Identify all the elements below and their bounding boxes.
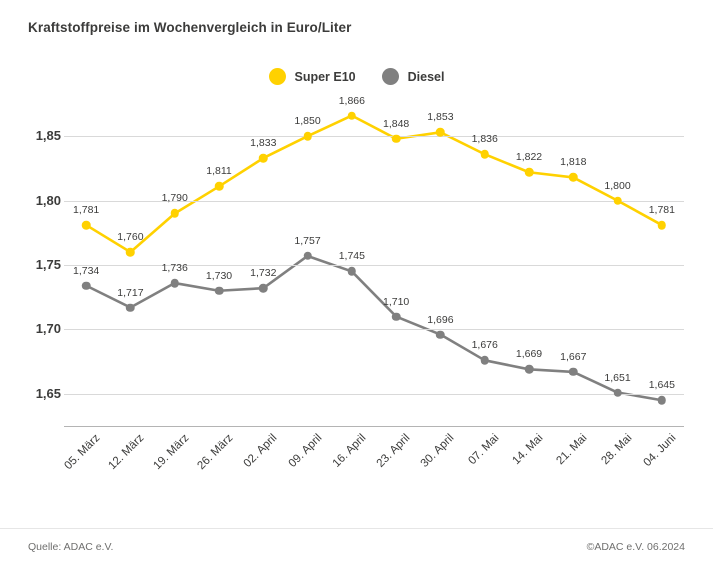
x-axis-tick-label: 05. März (62, 432, 103, 473)
data-point[interactable] (215, 182, 224, 191)
data-point[interactable] (480, 150, 489, 159)
x-axis-tick-label: 09. April (286, 432, 325, 470)
legend-label-super-e10: Super E10 (294, 69, 356, 84)
data-point[interactable] (436, 128, 445, 137)
data-point[interactable] (303, 132, 312, 141)
x-axis-tick-label: 14. Mai (510, 432, 546, 468)
data-point[interactable] (170, 279, 179, 288)
data-point[interactable] (126, 303, 135, 312)
data-point-label: 1,781 (648, 204, 675, 217)
data-point[interactable] (303, 252, 312, 261)
data-point-label: 1,836 (471, 133, 498, 146)
page-title: Kraftstoffpreise im Wochenvergleich in Euro/Liter (28, 20, 352, 35)
data-point[interactable] (436, 330, 445, 339)
x-axis-tick-label: 16. April (330, 432, 369, 470)
data-point-label: 1,781 (73, 204, 100, 217)
data-point[interactable] (658, 221, 667, 230)
plot-area (64, 94, 684, 426)
data-point-label: 1,818 (560, 156, 587, 169)
data-point-label: 1,800 (604, 179, 631, 192)
data-point[interactable] (392, 135, 401, 144)
data-point[interactable] (392, 312, 401, 321)
gridline (64, 394, 684, 395)
data-point-label: 1,848 (383, 117, 410, 130)
data-point-label: 1,736 (161, 262, 188, 275)
legend-entry-super-e10[interactable] (269, 68, 356, 85)
x-axis-tick-label: 07. Mai (466, 432, 502, 468)
legend-entry-diesel[interactable] (382, 68, 445, 85)
data-point-label: 1,696 (427, 313, 454, 326)
data-point[interactable] (348, 111, 357, 120)
footer-source: Quelle: ADAC e.V. (28, 541, 114, 553)
x-axis-tick-label: 19. März (151, 432, 192, 473)
data-point[interactable] (613, 196, 622, 205)
data-point-label: 1,669 (515, 348, 543, 361)
data-point-label: 1,745 (338, 250, 365, 263)
data-point-label: 1,710 (383, 295, 410, 308)
data-point-label: 1,757 (294, 234, 321, 247)
series-line-diesel (86, 256, 662, 400)
data-point-label: 1,822 (515, 151, 543, 164)
data-point-label: 1,732 (250, 267, 277, 280)
data-point-label: 1,833 (250, 137, 277, 150)
data-point-label: 1,866 (338, 94, 365, 107)
footer-divider (0, 528, 713, 529)
x-axis-tick-label: 12. März (106, 432, 147, 473)
chart-legend (0, 68, 713, 85)
legend-dot-diesel (382, 68, 399, 85)
data-point[interactable] (525, 168, 534, 177)
data-point[interactable] (525, 365, 534, 374)
legend-label-diesel: Diesel (407, 69, 445, 84)
x-axis-tick-label: 28. Mai (598, 432, 635, 468)
x-axis-tick-label: 02. April (241, 432, 280, 470)
data-point[interactable] (82, 221, 91, 230)
data-point[interactable] (658, 396, 667, 405)
data-point[interactable] (259, 284, 268, 293)
data-point[interactable] (348, 267, 357, 276)
y-axis-tick-label: 1,70 (35, 321, 61, 337)
legend-dot-super-e10 (269, 68, 286, 85)
data-point-label: 1,717 (117, 286, 144, 299)
gridline (64, 265, 684, 266)
x-axis-tick-label: 26. März (195, 432, 236, 473)
y-axis-tick-label: 1,65 (35, 385, 61, 401)
data-point-label: 1,645 (648, 379, 675, 392)
x-axis-tick-label: 21. Mai (554, 432, 590, 468)
gridline (64, 201, 684, 202)
data-point-label: 1,667 (560, 350, 587, 363)
data-point-label: 1,651 (604, 371, 631, 384)
data-point[interactable] (126, 248, 135, 257)
gridline (64, 136, 684, 137)
data-point-label: 1,734 (73, 264, 100, 277)
y-axis-tick-label: 1,85 (35, 128, 61, 144)
data-point[interactable] (569, 368, 578, 377)
data-point-label: 1,850 (294, 115, 321, 128)
x-axis-tick-label: 04. Juni (641, 432, 679, 469)
data-point-label: 1,811 (206, 165, 232, 178)
y-axis-tick-label: 1,75 (35, 257, 61, 272)
y-axis-tick-label: 1,80 (35, 192, 61, 208)
data-point[interactable] (480, 356, 489, 365)
data-point-label: 1,760 (117, 231, 144, 244)
data-point[interactable] (613, 388, 622, 397)
data-point[interactable] (170, 209, 179, 218)
data-point[interactable] (215, 287, 224, 296)
footer-copyright: ©ADAC e.V. 06.2024 (586, 541, 685, 553)
data-point-label: 1,853 (427, 111, 454, 124)
data-point-label: 1,730 (205, 269, 233, 282)
x-axis-tick-label: 23. April (374, 432, 413, 470)
data-point[interactable] (259, 154, 268, 163)
data-point[interactable] (569, 173, 578, 182)
data-point-label: 1,790 (161, 192, 188, 205)
data-point-label: 1,676 (471, 339, 498, 352)
x-axis-tick-label: 30. April (419, 432, 457, 470)
x-axis-labels (64, 426, 684, 516)
data-point[interactable] (82, 281, 91, 290)
gridline (64, 329, 684, 330)
